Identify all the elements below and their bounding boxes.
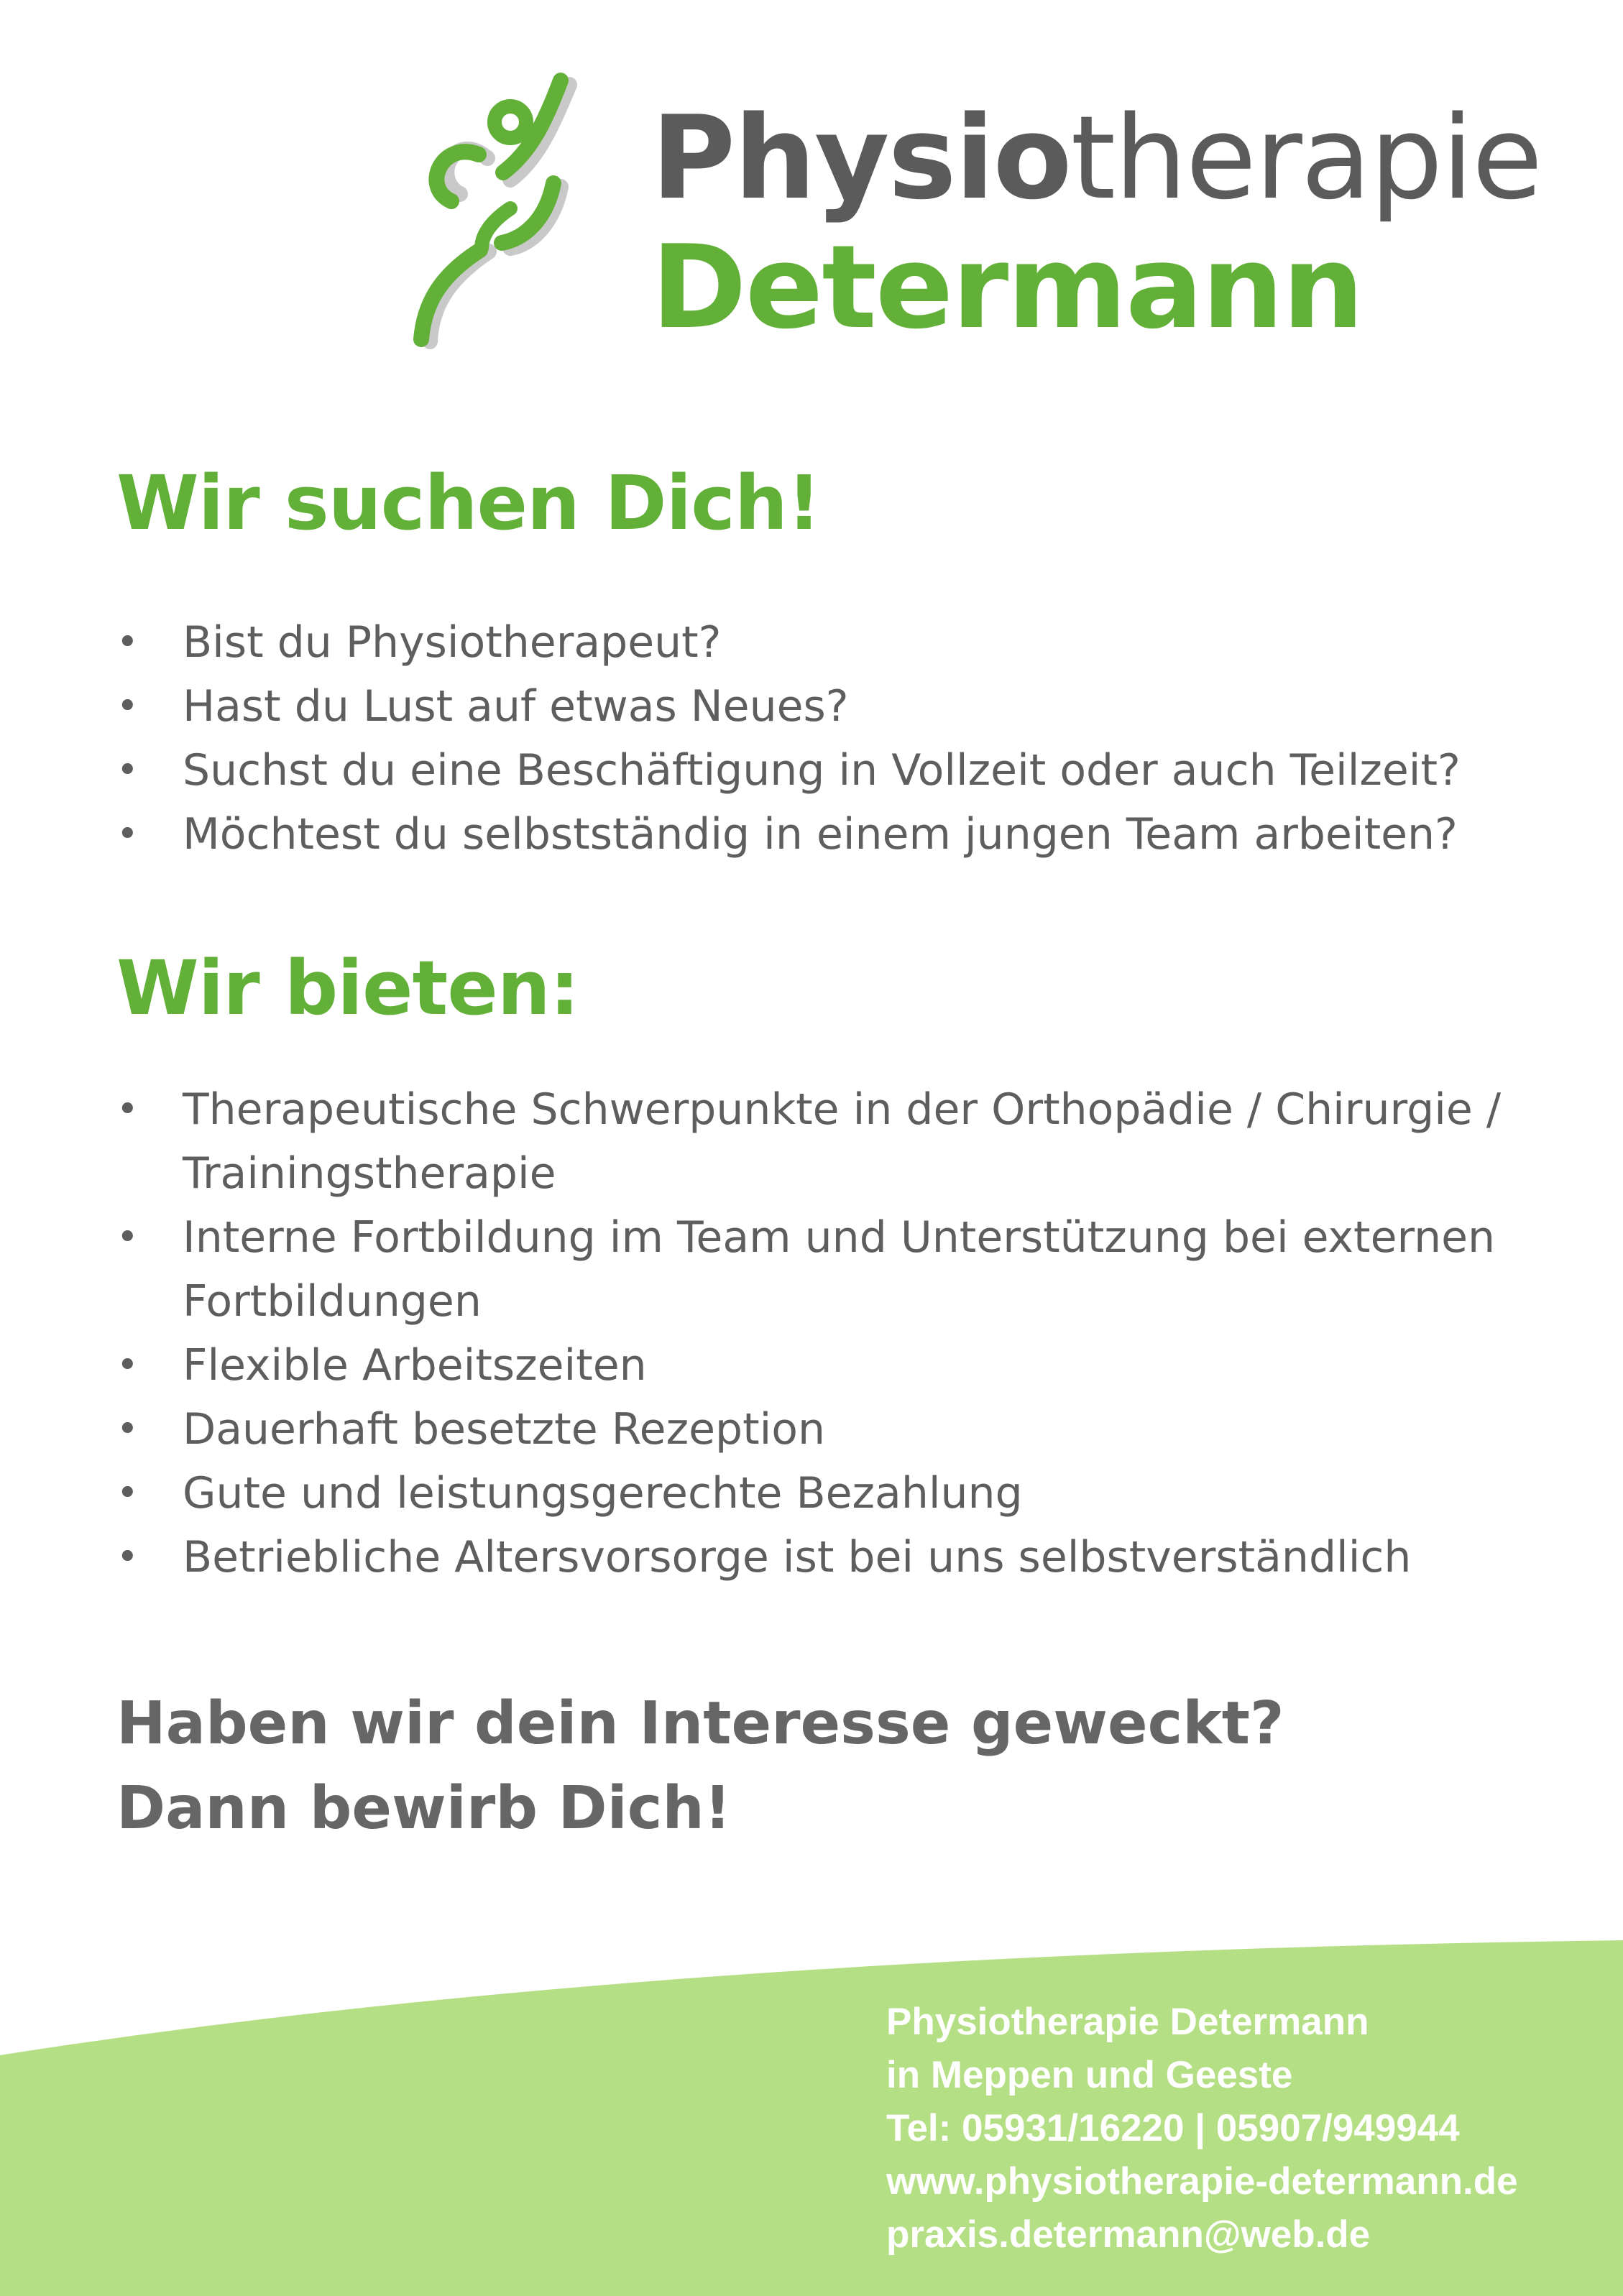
list-item: • Flexible Arbeitszeiten xyxy=(116,1334,1554,1398)
list-item: • Möchtest du selbstständig in einem jungen Team arbeiten? xyxy=(116,803,1554,867)
heading-wir-suchen: Wir suchen Dich! xyxy=(116,459,821,547)
wir-suchen-list xyxy=(116,611,1554,867)
contact-block xyxy=(886,1996,1612,2262)
footer-practice-name: Physiotherapie Determann xyxy=(886,2001,1369,2043)
footer-website-link[interactable]: www.physiotherapie-determann.de xyxy=(886,2160,1518,2203)
list-item: • Bist du Physiotherapeut? xyxy=(116,611,1554,675)
list-item: • Betriebliche Altersvorsorge ist bei uns selbstverständlich xyxy=(116,1526,1554,1590)
footer-email-link[interactable]: praxis.determann@web.de xyxy=(886,2213,1371,2256)
list-item-line: Fortbildungen xyxy=(183,1276,482,1327)
logo-subtitle: Determann xyxy=(651,220,1363,354)
list-item xyxy=(116,1078,1554,1206)
list-item-line: Therapeutische Schwerpunkte in der Orthopädie / Chirurgie / xyxy=(183,1084,1502,1135)
wir-bieten-list xyxy=(116,1078,1554,1590)
logo-title xyxy=(651,93,1541,223)
list-item: • Dauerhaft besetzte Rezeption xyxy=(116,1398,1554,1462)
list-item: • Gute und leistungsgerechte Bezahlung xyxy=(116,1462,1554,1526)
list-item-line: Interne Fortbildung im Team und Unterstützung bei externen xyxy=(183,1212,1496,1263)
list-item: • Suchst du eine Beschäftigung in Vollzeit oder auch Teilzeit? xyxy=(116,739,1554,803)
logo xyxy=(403,72,1542,359)
list-item: • Hast du Lust auf etwas Neues? xyxy=(116,675,1554,739)
heading-wir-bieten: Wir bieten: xyxy=(116,944,579,1032)
logo-title-bold: Physio xyxy=(651,91,1071,225)
closing-question: Haben wir dein Interesse geweckt? xyxy=(116,1689,1284,1758)
list-item-line: Trainingstherapie xyxy=(183,1148,556,1199)
closing-call-to-action: Dann bewirb Dich! xyxy=(116,1774,732,1843)
list-item xyxy=(116,1206,1554,1334)
footer-phone[interactable]: Tel: 05931/16220 | 05907/949944 xyxy=(886,2107,1460,2149)
footer-location: in Meppen und Geeste xyxy=(886,2054,1293,2096)
logo-title-regular: therapie xyxy=(1070,91,1542,225)
running-figure-icon xyxy=(403,72,633,352)
